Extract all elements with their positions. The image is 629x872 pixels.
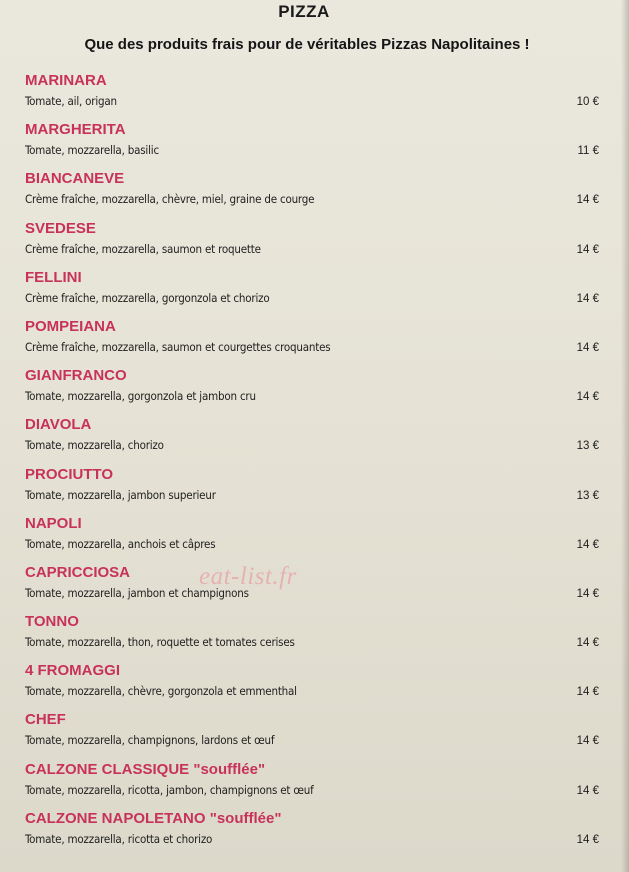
item-description: Tomate, mozzarella, basilic [25,143,159,158]
item-price: 14 € [576,341,599,354]
item-description: Tomate, mozzarella, chorizo [25,438,164,453]
menu-item [25,515,605,564]
item-name: BIANCANEVE [25,170,125,188]
item-name: SVEDESE [25,219,96,237]
menu-item [25,367,605,416]
item-price: 14 € [576,784,599,797]
item-name: GIANFRANCO [25,367,127,385]
item-name: CALZONE NAPOLETANO "soufflée" [25,809,282,827]
item-description: Tomate, mozzarella, thon, roquette et tomates cerises [25,635,295,650]
item-price: 14 € [576,538,599,551]
item-name: CALZONE CLASSIQUE "soufflée" [25,760,266,778]
menu-item [25,170,605,219]
item-name: FELLINI [25,268,82,286]
item-name: NAPOLI [25,514,82,532]
item-description: Tomate, mozzarella, ricotta, jambon, champignons et œuf [25,782,314,797]
menu-item [25,466,605,515]
item-price: 14 € [576,243,599,256]
item-description: Crème fraîche, mozzarella, gorgonzola et chorizo [25,290,270,305]
menu-title: PIZZA [278,2,330,21]
menu-item [25,72,605,121]
menu-item [25,318,605,367]
item-price: 14 € [576,637,599,650]
item-price: 14 € [576,587,599,600]
menu-items [25,72,605,859]
item-price: 14 € [576,391,599,404]
item-name: DIAVOLA [25,416,92,434]
item-description: Tomate, mozzarella, anchois et câpres [25,536,216,551]
menu-item [25,810,605,859]
item-price: 14 € [576,735,599,748]
item-description: Tomate, ail, origan [25,94,117,108]
item-name: PROCIUTTO [25,465,114,483]
item-name: MARINARA [25,72,107,89]
item-description: Tomate, mozzarella, gorgonzola et jambon cru [25,389,256,404]
item-price: 14 € [576,686,599,699]
item-description: Tomate, mozzarella, champignons, lardons et œuf [25,733,275,748]
item-price: 14 € [576,292,599,305]
item-price: 11 € [577,145,599,158]
item-price: 14 € [576,833,599,846]
menu-item [25,269,605,318]
item-name: 4 FROMAGGI [25,662,121,680]
watermark: eat-list.fr [199,563,297,590]
item-name: CAPRICCIOSA [25,563,131,581]
item-name: MARGHERITA [25,121,126,139]
item-price: 13 € [576,489,599,502]
menu-item [25,564,605,613]
item-name: TONNO [25,613,79,631]
item-name: CHEF [25,711,66,729]
item-price: 10 € [576,96,599,108]
menu-item [25,220,605,269]
menu-item [25,761,605,810]
menu-item [25,613,605,662]
item-description: Crème fraîche, mozzarella, chèvre, miel, graine de courge [25,192,315,207]
item-description: Crème fraîche, mozzarella, saumon et courgettes croquantes [25,339,331,354]
item-price: 14 € [576,194,599,207]
menu-item [25,711,605,760]
menu-item [25,662,605,711]
item-price: 13 € [576,440,599,453]
page-edge-shadow [621,0,629,872]
item-name: POMPEIANA [25,317,116,335]
menu-item [25,121,605,170]
item-description: Crème fraîche, mozzarella, saumon et roquette [25,241,261,256]
item-description: Tomate, mozzarella, chèvre, gorgonzola et emmenthal [25,684,297,699]
item-description: Tomate, mozzarella, jambon superieur [25,487,216,502]
item-description: Tomate, mozzarella, ricotta et chorizo [25,831,213,846]
item-description: Tomate, mozzarella, jambon et champignons [25,585,249,600]
menu-subtitle: Que des produits frais pour de véritables Pizzas Napolitaines ! [84,36,530,53]
menu-item [25,416,605,465]
